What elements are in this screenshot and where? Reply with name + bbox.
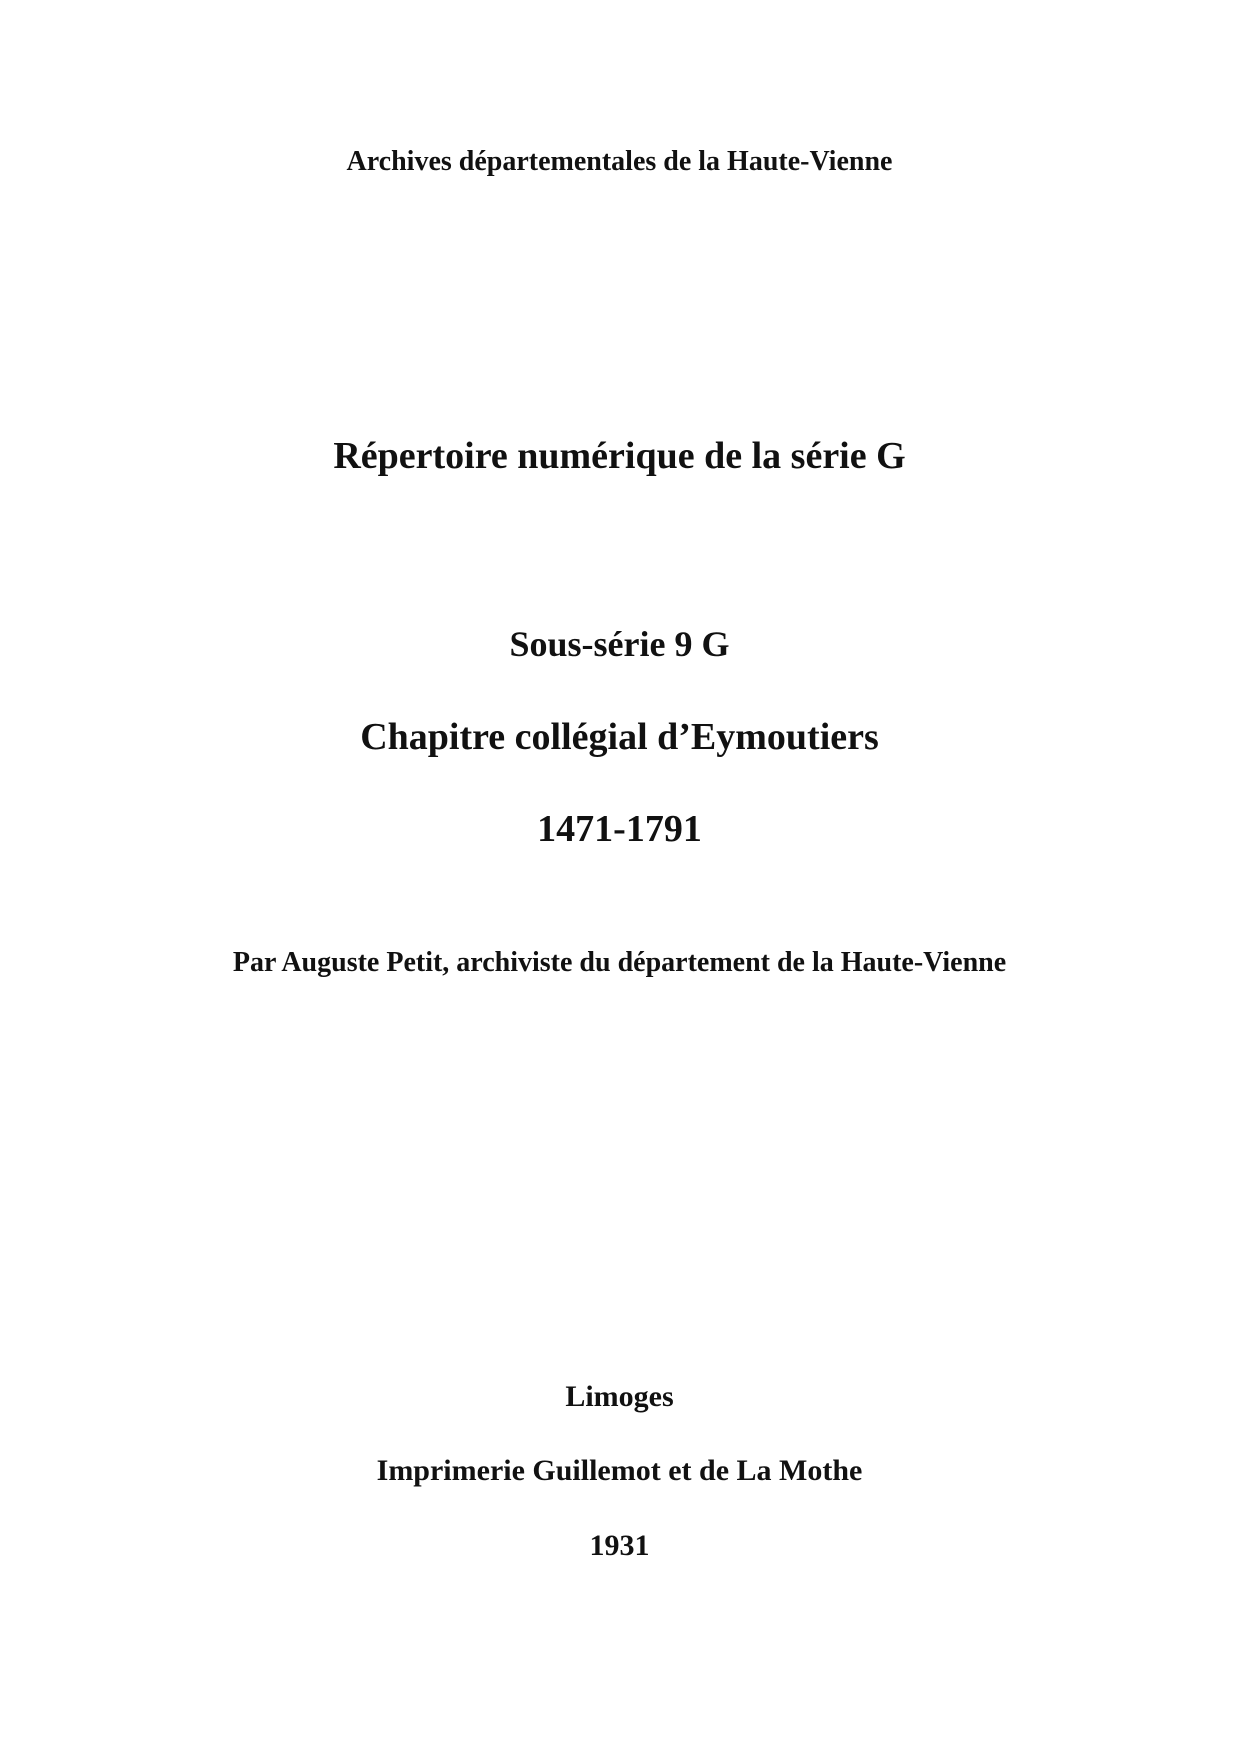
document-title: Répertoire numérique de la série G (333, 435, 906, 477)
chapter-title: Chapitre collégial d’Eymoutiers (360, 716, 879, 758)
institution-header: Archives départementales de la Haute-Vienne (346, 146, 893, 177)
author-line: Par Auguste Petit, archiviste du département de la Haute-Vienne (232, 947, 1007, 978)
imprint-year: 1931 (589, 1529, 650, 1562)
imprint-city: Limoges (565, 1380, 674, 1413)
imprint-printer: Imprimerie Guillemot et de La Mothe (376, 1454, 863, 1487)
date-range: 1471-1791 (537, 808, 702, 850)
subseries-title: Sous-série 9 G (509, 624, 730, 664)
